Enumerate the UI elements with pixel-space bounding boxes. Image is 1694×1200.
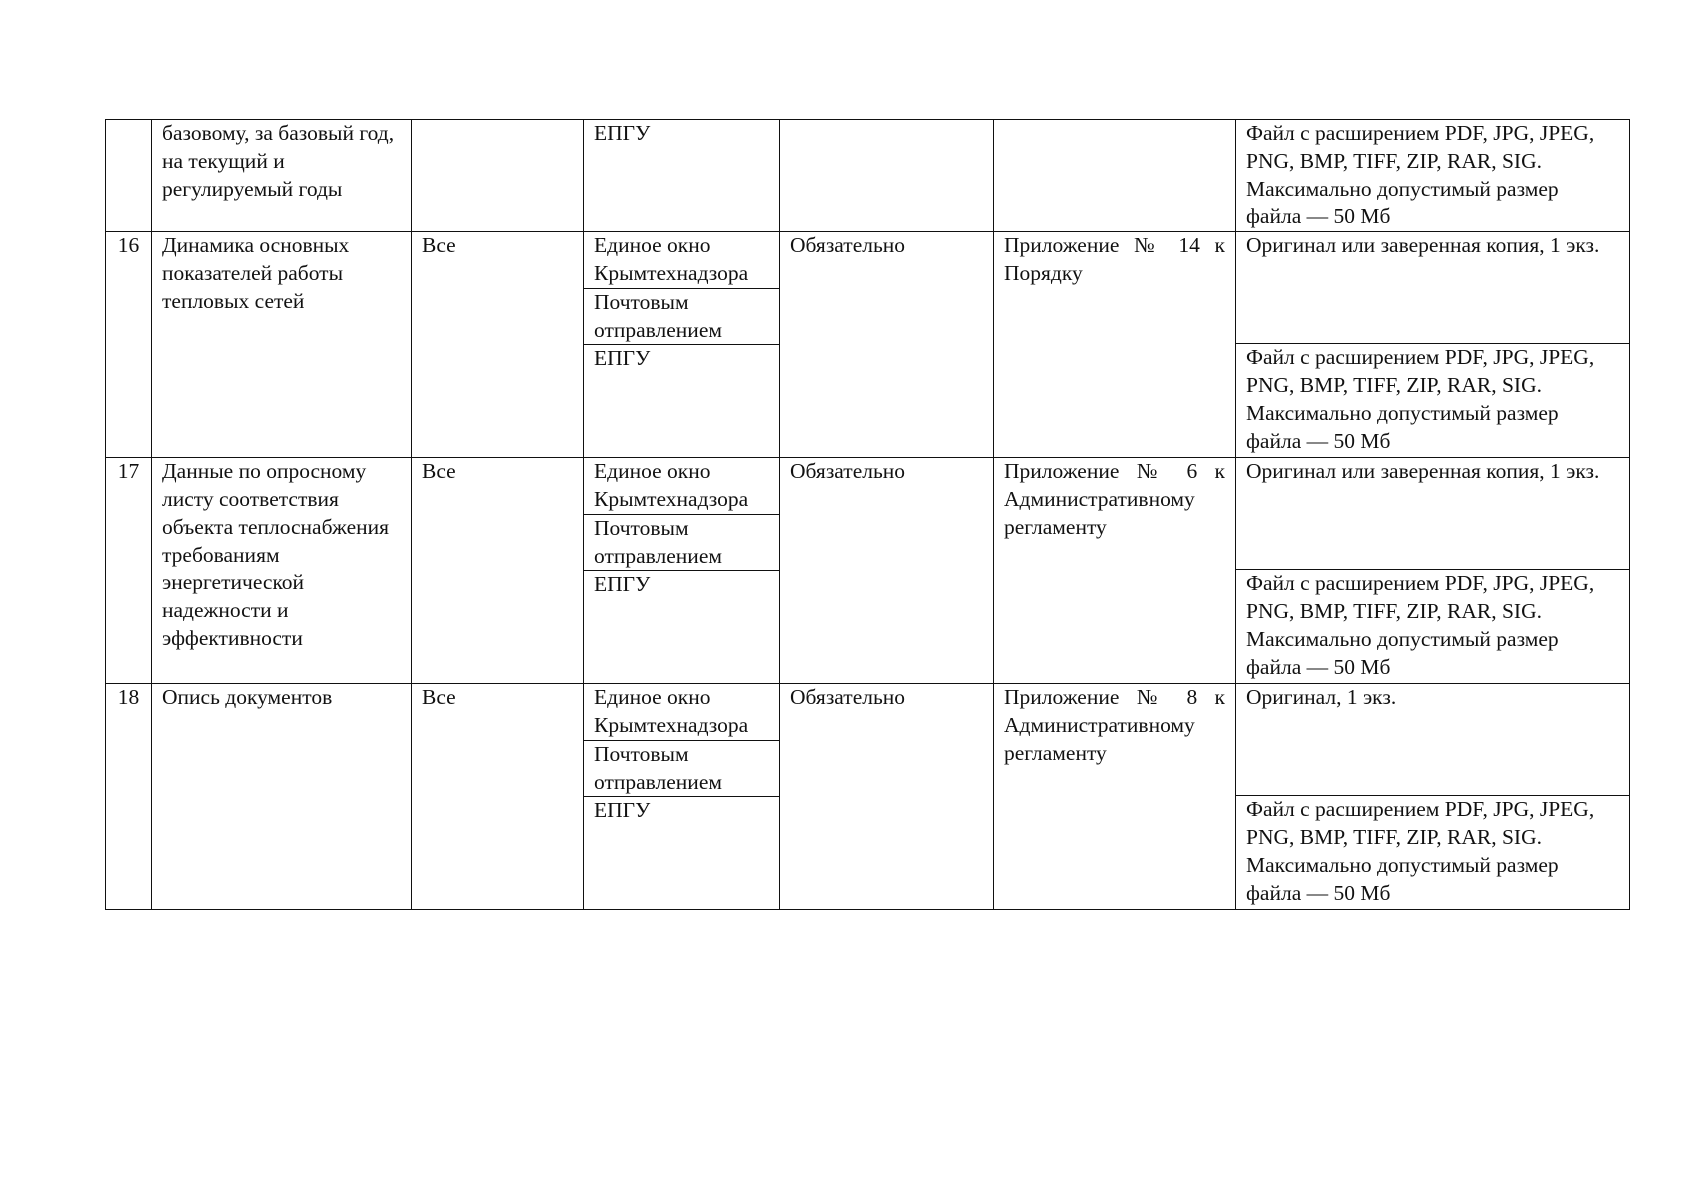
format-electronic: Файл с расширением PDF, JPG, JPEG, PNG, BMP, TIFF, ZIP, RAR, SIG. Максимально допустимый размер файла — 50 Мб [1246,571,1595,679]
format-electronic: Файл с расширением PDF, JPG, JPEG, PNG, BMP, TIFF, ZIP, RAR, SIG. Максимально допустимый размер файла — 50 Мб [1246,345,1595,453]
form-cell: Приложение № 8 к Административному регламенту [994,684,1236,910]
row-number-cell: 17 [106,458,152,684]
row-number-cell: 16 [106,232,152,458]
document-name-cell: базовому, за базовый год, на текущий и регулируемый годы [152,120,412,232]
channels-cell [584,232,780,458]
format-cell [1236,232,1630,458]
channel-epgu: ЕПГУ [594,798,651,823]
documents-table [105,119,1630,910]
channel-post: Почтовым отправлением [584,515,779,572]
format-electronic: Файл с расширением PDF, JPG, JPEG, PNG, BMP, TIFF, ZIP, RAR, SIG. Максимально допустимый размер файла — 50 Мб [1246,797,1595,905]
table-row [106,120,1630,232]
channel-single-window: Единое окно Крымтехнадзора [584,232,779,289]
format-cell [1236,458,1630,684]
applicants-cell: Все [412,458,584,684]
format-paper: Оригинал или заверенная копия, 1 экз. [1236,232,1629,344]
applicants-cell: Все [412,684,584,910]
form-cell [994,120,1236,232]
document-name-cell: Данные по опросному листу соответствия объекта теплоснабжения требованиям энергетической надежности и эффективности [152,458,412,684]
form-cell: Приложение № 6 к Административному регламенту [994,458,1236,684]
form-cell: Приложение № 14 к Порядку [994,232,1236,458]
channel-epgu: ЕПГУ [594,572,651,597]
channel-epgu: ЕПГУ [594,121,651,145]
table-row [106,684,1630,910]
format-paper: Оригинал или заверенная копия, 1 экз. [1236,458,1629,570]
channel-single-window: Единое окно Крымтехнадзора [584,684,779,741]
format-cell: Файл с расширением PDF, JPG, JPEG, PNG, BMP, TIFF, ZIP, RAR, SIG. Максимально допустимый размер файла — 50 Мб [1236,120,1630,232]
applicants-cell: Все [412,232,584,458]
format-paper: Оригинал, 1 экз. [1236,684,1629,796]
channel-post: Почтовым отправлением [584,741,779,798]
table-row [106,232,1630,458]
table-row [106,458,1630,684]
channel-single-window: Единое окно Крымтехнадзора [584,458,779,515]
channels-cell [584,120,780,232]
obligation-cell [780,120,994,232]
channel-post: Почтовым отправлением [584,289,779,346]
channel-epgu: ЕПГУ [594,346,651,371]
obligation-cell: Обязательно [780,458,994,684]
channels-cell [584,684,780,910]
channels-cell [584,458,780,684]
obligation-cell: Обязательно [780,684,994,910]
obligation-cell: Обязательно [780,232,994,458]
format-cell [1236,684,1630,910]
applicants-cell [412,120,584,232]
document-name-cell: Динамика основных показателей работы тепловых сетей [152,232,412,458]
row-number-cell: 18 [106,684,152,910]
document-name-cell: Опись документов [152,684,412,910]
row-number-cell [106,120,152,232]
